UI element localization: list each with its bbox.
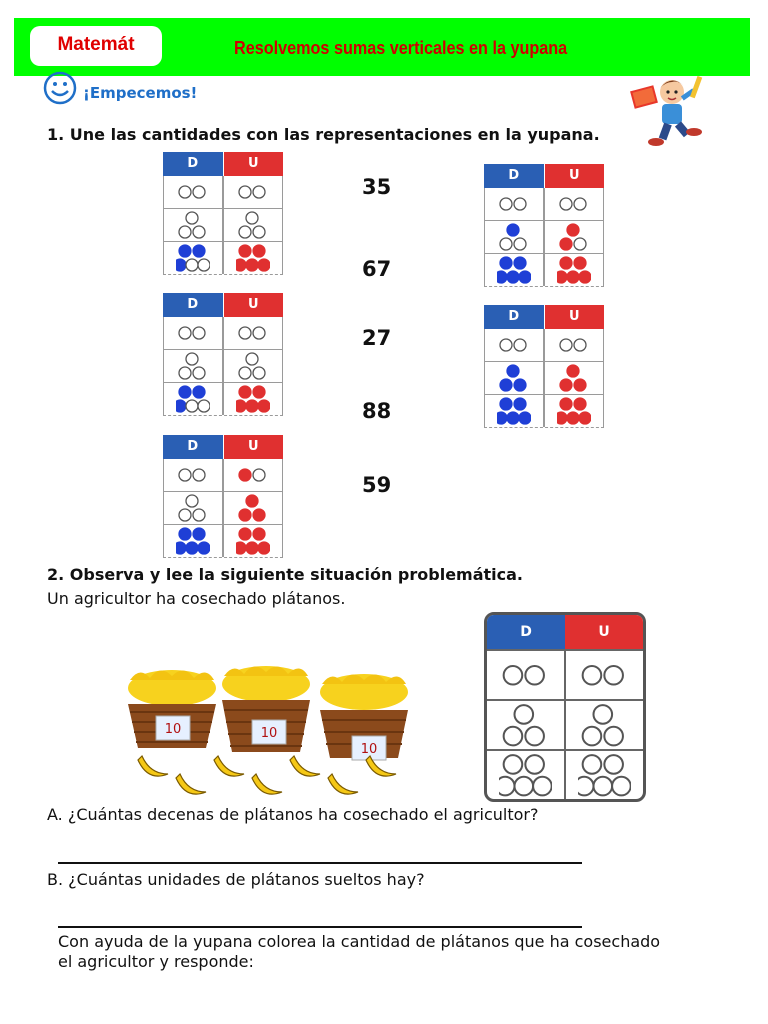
bead [239, 528, 251, 540]
bead [605, 755, 624, 774]
bead [193, 367, 205, 379]
bead [253, 245, 265, 257]
bead [246, 259, 258, 271]
bead-group [497, 222, 531, 252]
yupana-right-1[interactable] [484, 164, 604, 287]
unidades-cell [223, 209, 283, 241]
bead [186, 353, 198, 365]
bead [186, 400, 198, 412]
bead [239, 509, 251, 521]
bead [198, 400, 210, 412]
bead [560, 398, 572, 410]
yupana-right-2[interactable] [484, 305, 604, 428]
decenas-header: D [484, 305, 545, 329]
unidades-cell [223, 176, 283, 208]
number-option[interactable]: 88 [362, 399, 392, 423]
student-illustration [628, 72, 720, 150]
unidades-header: U [224, 293, 284, 317]
bead [253, 327, 265, 339]
loose-banana [138, 756, 168, 776]
bead-group [176, 210, 210, 240]
bead [567, 365, 579, 377]
smiley-icon [42, 70, 78, 106]
bead [500, 238, 512, 250]
answer-line-b[interactable] [58, 926, 582, 928]
bead [533, 777, 552, 796]
subject-label: Matemát [57, 34, 135, 55]
basket-label: 10 [360, 742, 378, 757]
bead [567, 224, 579, 236]
header-bar [14, 18, 750, 76]
bead [560, 238, 572, 250]
bead [253, 186, 265, 198]
bead [179, 245, 191, 257]
bead [560, 339, 572, 351]
bead [186, 259, 198, 271]
bead [560, 379, 572, 391]
bead-group [497, 363, 531, 393]
unidades-cell [223, 242, 283, 274]
bead [574, 379, 586, 391]
unidades-cell [223, 492, 283, 524]
basket-label: 10 [260, 726, 278, 741]
bead-group [236, 243, 270, 273]
bead [507, 224, 519, 236]
decenas-cell [163, 209, 223, 241]
basket-label: 10 [164, 722, 182, 737]
bead [500, 398, 512, 410]
bead [583, 666, 602, 685]
bead [515, 705, 534, 724]
bead-group [236, 318, 270, 348]
bead [239, 226, 251, 238]
bead-group [236, 210, 270, 240]
bead [514, 198, 526, 210]
unidades-header: U [545, 305, 605, 329]
bead-group [236, 460, 270, 490]
bead [526, 727, 545, 746]
loose-banana [290, 756, 320, 776]
bead [500, 257, 512, 269]
loose-banana [176, 774, 206, 794]
question-b: B. ¿Cuántas unidades de plátanos sueltos hay? [47, 870, 425, 889]
bead [179, 528, 191, 540]
unidades-cell [566, 751, 643, 799]
bead [253, 367, 265, 379]
banana-basket [128, 670, 216, 748]
loose-banana [328, 774, 358, 794]
bead [574, 198, 586, 210]
yupana-left-2[interactable] [163, 293, 283, 416]
bead [179, 367, 191, 379]
unidades-cell [544, 329, 604, 361]
decenas-cell [484, 329, 544, 361]
unidades-cell [544, 395, 604, 427]
bead [239, 327, 251, 339]
decenas-cell [487, 751, 566, 799]
banana-basket [222, 666, 310, 752]
bead [246, 495, 258, 507]
number-option[interactable]: 35 [362, 175, 392, 199]
bead [504, 727, 523, 746]
bead [193, 186, 205, 198]
bead-group [557, 330, 591, 360]
bead [574, 339, 586, 351]
loose-banana [252, 774, 282, 794]
unidades-cell [544, 362, 604, 394]
bead-group [557, 255, 591, 285]
bead [193, 386, 205, 398]
decenas-cell [484, 188, 544, 220]
unidades-header: U [224, 152, 284, 176]
decenas-cell [484, 395, 544, 427]
unidades-cell [544, 221, 604, 253]
bead [514, 238, 526, 250]
bead-group [578, 652, 631, 699]
bead [557, 412, 567, 424]
bead [246, 400, 258, 412]
bead [258, 259, 270, 271]
bead [583, 727, 602, 746]
bead [515, 777, 534, 796]
bead-group [499, 702, 552, 749]
bead [519, 271, 531, 283]
bead [514, 398, 526, 410]
bead-group [176, 351, 210, 381]
decenas-cell [484, 362, 544, 394]
unidades-cell [223, 525, 283, 557]
unidades-header: U [565, 615, 643, 649]
start-label: ¡Empecemos! [83, 84, 198, 102]
bead [176, 259, 186, 271]
unidades-header: U [545, 164, 605, 188]
bead [193, 509, 205, 521]
bead [198, 542, 210, 554]
bead [179, 509, 191, 521]
bead-group [176, 493, 210, 523]
number-option[interactable]: 67 [362, 257, 392, 281]
bead [258, 542, 270, 554]
decenas-cell [163, 492, 223, 524]
unidades-cell [566, 651, 643, 699]
unidades-cell [566, 701, 643, 749]
decenas-cell [487, 701, 566, 749]
bead-group [578, 752, 631, 799]
bead-group [557, 396, 591, 426]
bead-group [176, 243, 210, 273]
decenas-cell [484, 254, 544, 286]
bead [236, 259, 246, 271]
unidades-cell [223, 383, 283, 415]
decenas-cell [163, 242, 223, 274]
question-a: A. ¿Cuántas decenas de plátanos ha cosechado el agricultor? [47, 805, 539, 824]
unidades-cell [223, 459, 283, 491]
bead [526, 755, 545, 774]
bead-group [236, 384, 270, 414]
bead [193, 327, 205, 339]
instruction-text: Con ayuda de la yupana colorea la cantidad de plátanos que ha cosechado el agricultor y responde: [58, 932, 661, 971]
bead [500, 198, 512, 210]
bead-group [557, 363, 591, 393]
bead [578, 777, 593, 796]
bead [258, 400, 270, 412]
unidades-cell [544, 188, 604, 220]
bead [497, 412, 507, 424]
bead-group [499, 652, 552, 699]
bead [605, 666, 624, 685]
bead [514, 257, 526, 269]
bead [239, 386, 251, 398]
bead [557, 271, 567, 283]
decenas-header: D [163, 152, 224, 176]
bead [193, 469, 205, 481]
bead [514, 379, 526, 391]
decenas-header: D [484, 164, 545, 188]
bead [198, 259, 210, 271]
bead [567, 271, 579, 283]
bead [239, 469, 251, 481]
bead [253, 509, 265, 521]
unidades-header: U [224, 435, 284, 459]
bead [179, 226, 191, 238]
bead [499, 777, 514, 796]
decenas-cell [163, 317, 223, 349]
decenas-cell [163, 459, 223, 491]
question-1-text: 1. Une las cantidades con las representaciones en la yupana. [47, 125, 600, 144]
bead-group [497, 396, 531, 426]
banana-baskets-illustration [120, 660, 420, 805]
bead [594, 777, 613, 796]
bead [253, 386, 265, 398]
bead [186, 495, 198, 507]
bead [239, 367, 251, 379]
bead [519, 412, 531, 424]
number-option[interactable]: 27 [362, 326, 392, 350]
bead [583, 755, 602, 774]
decenas-header: D [487, 615, 565, 649]
bead [253, 226, 265, 238]
bead [253, 469, 265, 481]
bead [186, 542, 198, 554]
bead-group [557, 189, 591, 219]
bead-group [176, 384, 210, 414]
bead [500, 339, 512, 351]
bead [514, 339, 526, 351]
bead [179, 386, 191, 398]
bead [236, 542, 246, 554]
bead-group [578, 702, 631, 749]
banana-basket [320, 674, 408, 760]
yupana-to-color[interactable] [484, 612, 646, 802]
bead [236, 400, 246, 412]
bead-group [236, 351, 270, 381]
bead [246, 212, 258, 224]
bead [253, 528, 265, 540]
decenas-cell [163, 176, 223, 208]
bead [176, 542, 186, 554]
bead [574, 398, 586, 410]
bead [179, 327, 191, 339]
bead [579, 412, 591, 424]
subject-box [30, 26, 162, 66]
bead [179, 186, 191, 198]
bead [574, 238, 586, 250]
bead-group [236, 526, 270, 556]
bead-group [497, 189, 531, 219]
bead-group [236, 177, 270, 207]
bead-group [557, 222, 591, 252]
bead [504, 666, 523, 685]
decenas-cell [163, 525, 223, 557]
bead-group [497, 330, 531, 360]
bead [507, 365, 519, 377]
bead-group [176, 318, 210, 348]
bead-group [176, 526, 210, 556]
bead [500, 379, 512, 391]
bead [239, 245, 251, 257]
bead-group [176, 177, 210, 207]
unidades-cell [544, 254, 604, 286]
decenas-header: D [163, 435, 224, 459]
bead [612, 777, 631, 796]
bead [507, 412, 519, 424]
bead-group [499, 752, 552, 799]
bead [176, 400, 186, 412]
bead [605, 727, 624, 746]
bead [193, 226, 205, 238]
decenas-cell [487, 651, 566, 699]
loose-banana [214, 756, 244, 776]
bead [497, 271, 507, 283]
unidades-cell [223, 317, 283, 349]
question-2-text: 2. Observa y lee la siguiente situación problemática. [47, 565, 524, 584]
bead [186, 212, 198, 224]
decenas-header: D [163, 293, 224, 317]
bead-group [497, 255, 531, 285]
bead [560, 198, 572, 210]
unidades-cell [223, 350, 283, 382]
decenas-cell [484, 221, 544, 253]
bead [567, 412, 579, 424]
bead [239, 186, 251, 198]
bead [193, 528, 205, 540]
decenas-cell [163, 383, 223, 415]
bead [526, 666, 545, 685]
lesson-title: Resolvemos sumas verticales en la yupana [234, 38, 568, 58]
bead [246, 353, 258, 365]
bead-group [236, 493, 270, 523]
yupana-left-3[interactable] [163, 435, 283, 558]
number-option[interactable]: 59 [362, 473, 392, 497]
bead [504, 755, 523, 774]
bead [560, 257, 572, 269]
bead-group [176, 460, 210, 490]
decenas-cell [163, 350, 223, 382]
answer-line-a[interactable] [58, 862, 582, 864]
yupana-left-1[interactable] [163, 152, 283, 275]
bead [574, 257, 586, 269]
bead [193, 245, 205, 257]
bead [594, 705, 613, 724]
bead [246, 542, 258, 554]
situation-text: Un agricultor ha cosechado plátanos. [47, 589, 346, 608]
bead [179, 469, 191, 481]
bead [507, 271, 519, 283]
bead [579, 271, 591, 283]
